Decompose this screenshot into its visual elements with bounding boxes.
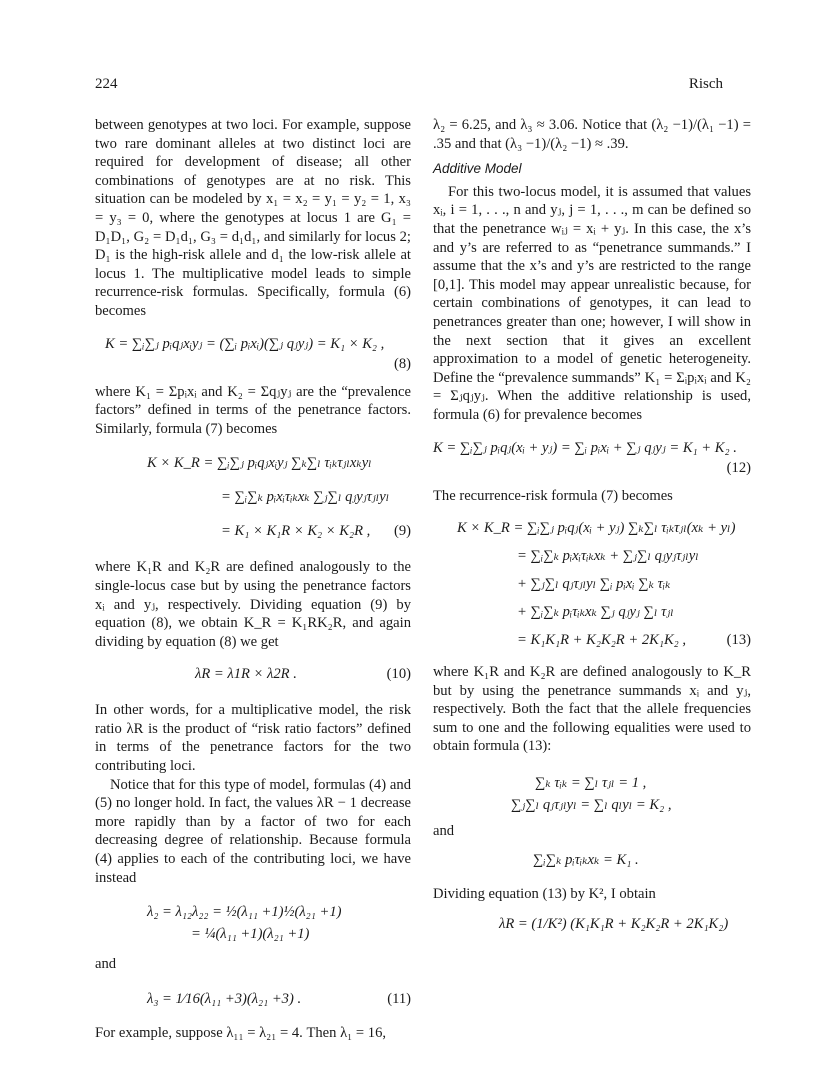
paragraph: For example, suppose λ₁₁ = λ₂₁ = 4. Then λ₁ = 16, [95,1024,387,1041]
equation-number: (11) [387,990,411,1007]
equation-12 [433,437,751,477]
equation-line: = ¼(λ₁₁ +1)(λ₂₁ +1) [191,926,310,943]
paragraph: In other words, for a multiplicative model, the risk ratio λR is the product of “risk ratio factors” defined in terms of the penetrance factors for the two contributing loci. [95,702,411,775]
paragraph: For this two-locus model, it is assumed that values xᵢ, i = 1, . . ., n and yⱼ, j = 1, . . ., m can be defined so that the penetrance wᵢⱼ = xᵢ + yⱼ. In this case, the x’s and y’s are referred to as “penetrance summands.” I assume that the x’s and y’s are restricted to the range [0,1]. This model may appear unrealistic because, for certain combinations of genotypes, it can lead to penetrances greater than one; however, I will show in the next section that it gives an excellent approximation to a model of genetic heterogeneity. Define the “prevalence summands” K₁ = Σᵢpᵢxᵢ and K₂ = Σⱼqⱼyⱼ. When the additive relationship is used, formula (6) for prevalence becomes [433,183,751,423]
page-header [95,76,723,96]
equation-lambda2 [95,901,411,945]
equation-number: (8) [393,355,411,372]
right-column [433,116,751,945]
paragraph: where K₁R and K₂R are defined analogously to K_R but by using the penetrance summands xᵢ and yⱼ, respectively. Both the fact that the allele frequencies sum to one and the following equalities were used to obtain formula (13): [433,664,751,755]
equation-number: (10) [386,666,411,683]
equation-line: K × K_R = ∑ᵢ∑ⱼ pᵢqⱼ(xᵢ + yⱼ) ∑ₖ∑ₗ τᵢₖτⱼₗ(xₖ + yₗ) [457,520,736,537]
equation-line: ∑ⱼ∑ₗ qⱼτⱼₗyₗ = ∑ₗ qₗyₗ = K₂ , [511,797,672,814]
equation-line: ∑ᵢ∑ₖ pᵢτᵢₖxₖ = K₁ . [533,851,639,868]
equation-11 [95,988,411,1010]
equation-line: λ₂ = λ₁₂λ₂₂ = ½(λ₁₁ +1)½(λ₂₁ +1) [147,904,342,921]
left-column [95,116,411,1042]
equation-line: = K₁K₁R + K₂K₂R + 2K₁K₂ , [517,632,687,649]
paragraph: where K₁ = Σpᵢxᵢ and K₂ = Σqⱼyⱼ are the “prevalence factors” defined in terms of the penetrance factors. Similarly, formula (7) becomes [95,383,411,437]
paragraph: Dividing equation (13) by K², I obtain [433,885,656,902]
equation-number: (12) [726,459,751,476]
equation-line: = ∑ᵢ∑ₖ pᵢxᵢτᵢₖxₖ + ∑ⱼ∑ₗ qⱼyⱼτⱼₗyₗ [517,548,699,565]
page-number: 224 [95,76,118,92]
equation-line: = ∑ᵢ∑ₖ pᵢxᵢτᵢₖxₖ ∑ⱼ∑ₗ qⱼyⱼτⱼₗyₗ [221,489,390,506]
equation-number: (9) [393,523,411,540]
equation-line: = K₁ × K₁R × K₂ × K₂R , [221,523,371,540]
paragraph: where K₁R and K₂R are defined analogously to the single-locus case but by using the penetrance factors xᵢ and yⱼ, respectively. Dividing equation (9) by equation (8), we obtain K_R = K₁RK₂R, and again dividing by equation (8) we get [95,559,411,650]
equation-line: K = ∑ᵢ∑ⱼ pᵢqⱼxᵢyⱼ = (∑ᵢ pᵢxᵢ)(∑ⱼ qⱼyⱼ) = K₁ × K₂ , [105,335,385,352]
paragraph: λ₂ = 6.25, and λ₃ ≈ 3.06. Notice that (λ₂ −1)/(λ₁ −1) = .35 and that (λ₃ −1)/(λ₂ −1) ≈ .39. [433,117,751,152]
equation-line: K × K_R = ∑ᵢ∑ⱼ pᵢqⱼxᵢyⱼ ∑ₖ∑ₗ τᵢₖτⱼₗxₖyₗ [147,455,372,472]
section-title: Additive Model [433,161,522,177]
equation-line: λR = (1/K²) (K₁K₁R + K₂K₂R + 2K₁K₂) [499,916,729,933]
equation-final [433,913,751,935]
equation-line: + ∑ᵢ∑ₖ pᵢτᵢₖxₖ ∑ⱼ qⱼyⱼ ∑ₗ τⱼₗ [517,604,674,621]
equation-line: λR = λ1R × λ2R . [195,666,297,683]
connector-text: and [433,823,455,840]
equation-number: (13) [726,632,751,649]
paragraph: between genotypes at two loci. For example, suppose two rare dominant alleles at two distinct loci are required for development of disease; all other combinations of genotypes are at no risk. This situation can be modeled by x₁ = x₂ = y₁ = y₂ = 1, x₃ = y₃ = 0, where the genotypes at locus 1 are G₁ = D₁D₁, G₂ = D₁d₁, G₃ = d₁d₁, and similarly for locus 2; D₁ is the high-risk allele and d₁ the low-risk allele at locus 1. The multiplicative model leads to simple recurrence-risk formulas. Specifically, formula (6) becomes [95,117,411,319]
equation-9 [95,452,411,542]
equation-line: λ₃ = 1⁄16(λ₁₁ +3)(λ₂₁ +3) . [147,990,302,1007]
equation-13 [433,517,751,651]
connector-text: and [95,956,117,973]
equation-k1 [433,849,751,871]
equation-10 [95,663,411,685]
running-head: Risch [688,76,723,92]
paragraph: Notice that for this type of model, formulas (4) and (5) no longer hold. In fact, the values λR − 1 decrease more rapidly than by a factor of two for each decreasing degree of relationship. Because formula (4) applies to each of the contributing loci, we have instead [95,776,411,886]
paragraph: The recurrence-risk formula (7) becomes [433,487,673,504]
equation-8 [95,333,411,373]
equation-line: ∑ₖ τᵢₖ = ∑ₗ τⱼₗ = 1 , [535,775,647,792]
equation-line: + ∑ⱼ∑ₗ qⱼτⱼₗyₗ ∑ᵢ pᵢxᵢ ∑ₖ τᵢₖ [517,576,671,593]
equation-line: K = ∑ᵢ∑ⱼ pᵢqⱼ(xᵢ + yⱼ) = ∑ᵢ pᵢxᵢ + ∑ⱼ qⱼyⱼ = K₁ + K₂ . [433,439,737,456]
equation-sums [433,772,751,816]
